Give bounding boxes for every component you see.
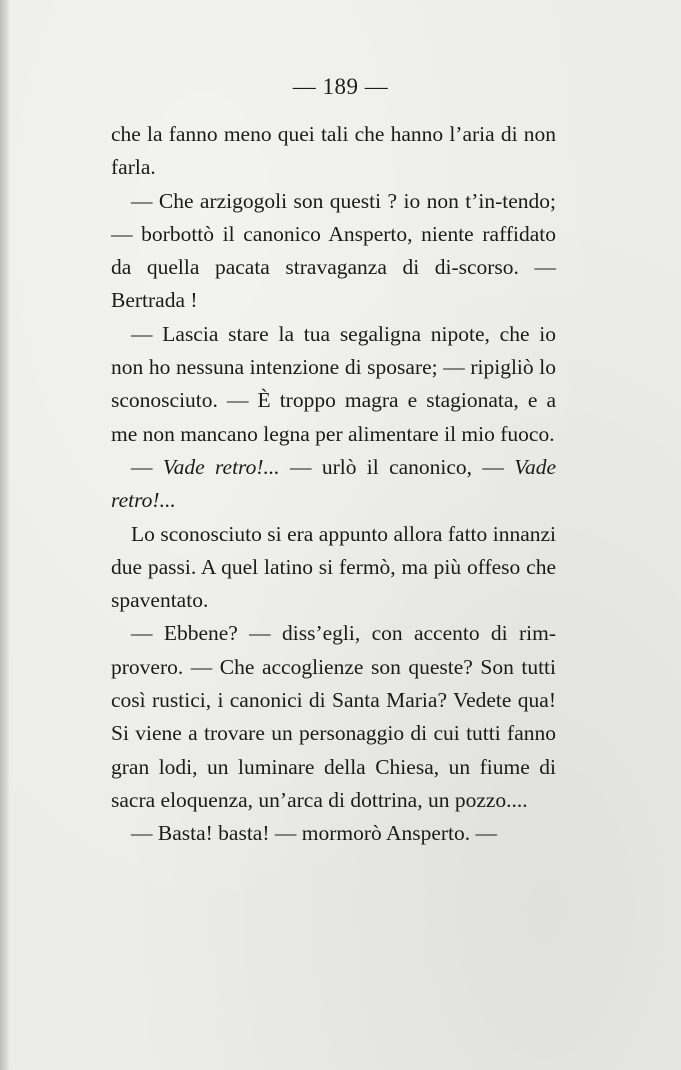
- body-text: [111, 118, 556, 851]
- paragraph: [111, 185, 556, 318]
- text-run: — Lascia stare la tua segaligna nipote, che io non ho nessuna intenzione di sposare; — ripigliò lo sconosciuto. — È troppo magra e stagionata, e a me non mancano legna per alimentare il mio fuoco.: [111, 321, 556, 446]
- italic-text: Vade retro!...: [111, 454, 557, 513]
- text-run: — Ebbene? — diss’egli, con accento di rim-provero. — Che accoglienze son queste? Son tutti così rustici, i canonici di Santa Maria? Vedete qua! Si viene a trovare un personaggio di cui tutti fanno gran lodi, un luminare della Chiesa, un fiume di sacra eloquenza, un’arca di dottrina, un pozzo....: [111, 621, 556, 812]
- text-run: — urlò il canonico, —: [279, 454, 515, 479]
- paragraph: [111, 617, 556, 817]
- paragraph: [111, 817, 556, 850]
- text-run: Lo sconosciuto si era appunto allora fatto innanzi due passi. A quel latino si fermò, ma più offeso che spaventato.: [111, 521, 556, 613]
- text-run: — Basta! basta! — mormorò Ansperto. —: [131, 821, 498, 846]
- page-number: — 189 —: [292, 74, 389, 99]
- text-run: —: [131, 454, 163, 479]
- paragraph: [111, 518, 556, 618]
- page-binding-edge: [0, 0, 10, 1070]
- paragraph: [111, 118, 556, 185]
- text-run: che la fanno meno quei tali che hanno l’aria di non farla.: [111, 122, 556, 180]
- italic-text: Vade retro!...: [162, 454, 280, 479]
- text-run: — Che arzigogoli son questi ? io non t’in-tendo; — borbottò il canonico Ansperto, niente raffidato da quella pacata stravaganza di di-scorso. — Bertrada !: [111, 188, 556, 313]
- paragraph: [111, 451, 556, 518]
- paragraph: [111, 318, 556, 451]
